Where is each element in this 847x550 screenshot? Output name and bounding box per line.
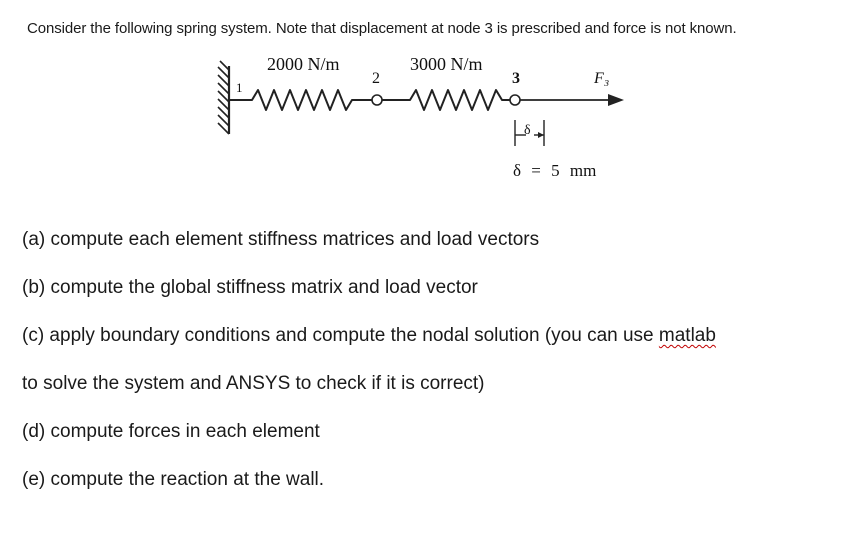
question-c [22,325,716,347]
spring-1-stiffness-label: 2000 N/m [267,54,340,74]
question-a: (a) compute each element stiffness matrices and load vectors [22,229,540,250]
spring-2-stiffness-label: 3000 N/m [410,54,483,74]
fixed-wall [218,61,229,134]
question-b: (b) compute the global stiffness matrix and load vector [22,277,478,298]
delta-symbol-label: δ [524,123,531,138]
node-3-label: 3 [512,70,520,87]
force-arrow [520,94,624,106]
node-1-label: 1 [236,80,243,95]
spring-element-2 [382,90,510,110]
spellcheck-flagged-word: matlab [658,325,716,346]
node-2-label: 2 [372,70,380,87]
problem-statement: Consider the following spring system. Note that displacement at node 3 is prescribed and force is not known. [27,20,737,37]
spring-system-figure [0,0,847,200]
question-e: (e) compute the reaction at the wall. [22,469,325,490]
delta-value-label: δ = 5 mm [513,161,597,180]
node-3-marker [510,95,520,105]
force-f3-label: F₃ [594,70,610,87]
question-c-text: (c) apply boundary conditions and compute the nodal solution (you can use [22,325,659,346]
question-c-continued: to solve the system and ANSYS to check if it is correct) [22,373,485,394]
question-d: (d) compute forces in each element [22,421,320,442]
spring-element-1 [229,90,372,110]
spring-diagram [0,0,847,200]
node-2-marker [372,95,382,105]
